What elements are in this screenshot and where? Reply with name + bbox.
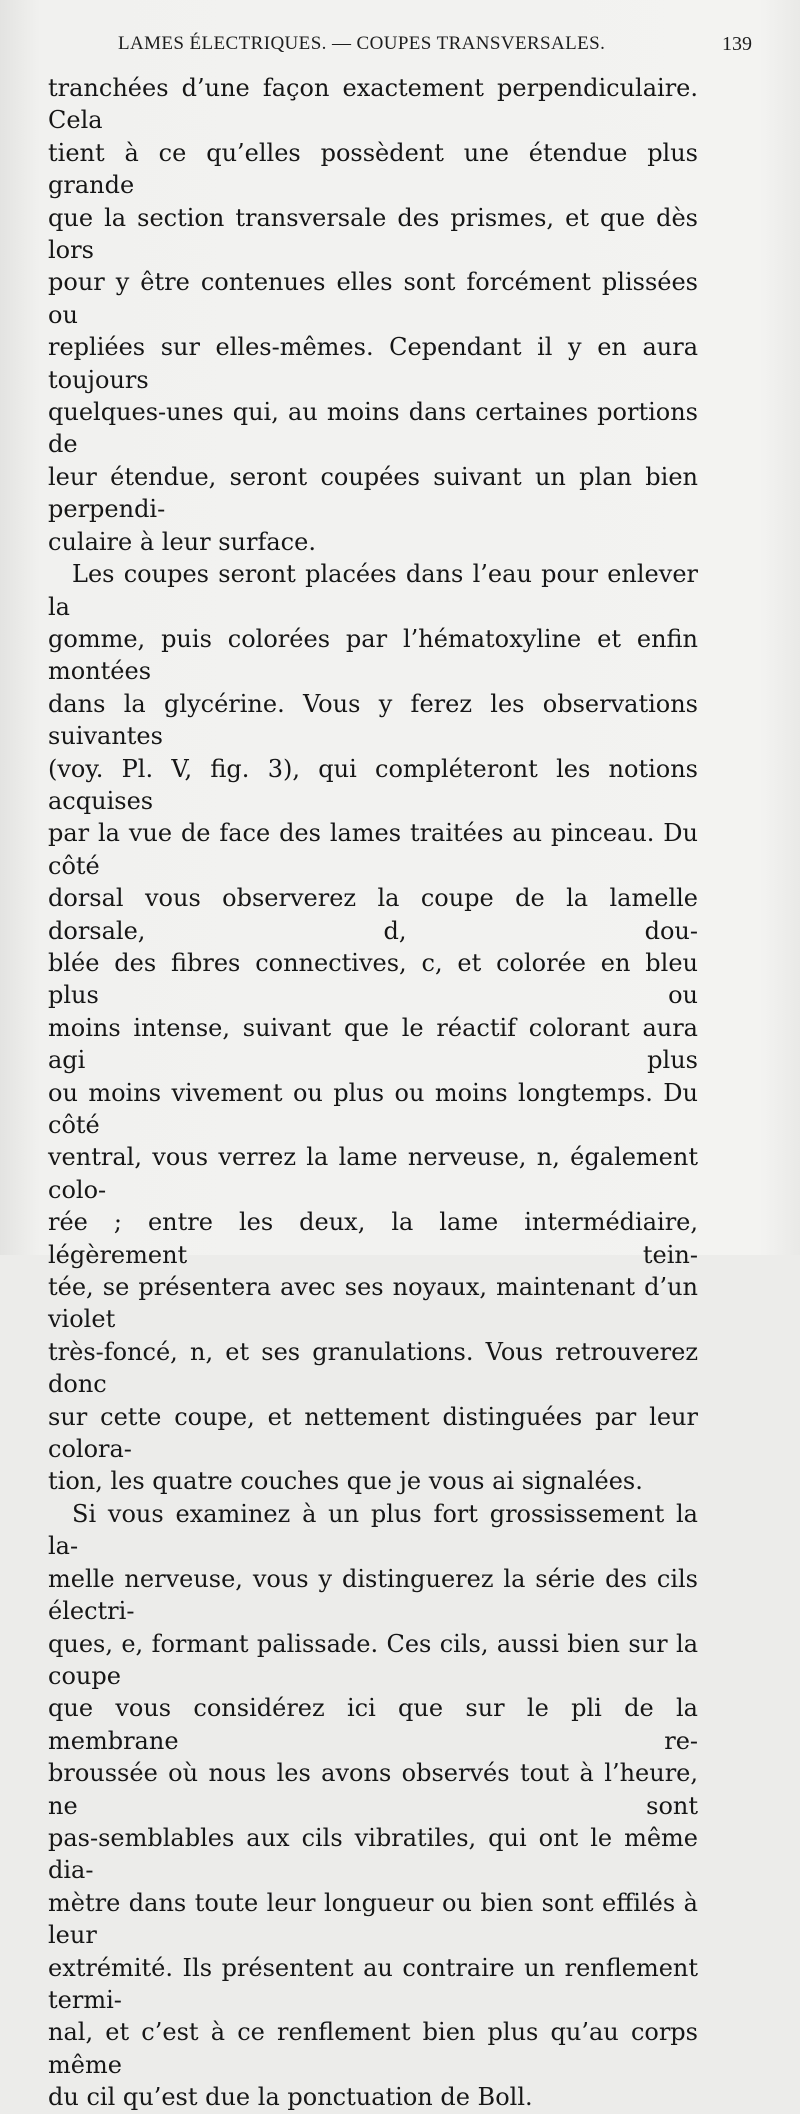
text-line: pour y être contenues elles sont forcément plissées ou bbox=[48, 268, 698, 329]
paragraph-1 bbox=[48, 72, 698, 558]
text-line: nal, et c’est à ce renflement bien plus qu’au corps même bbox=[48, 2018, 698, 2079]
text-line: quelques-unes qui, au moins dans certaines portions de bbox=[48, 398, 698, 459]
text-line: très-foncé, n, et ses granulations. Vous retrouverez donc bbox=[48, 1337, 698, 1399]
text-line: dans la glycérine. Vous y ferez les observations suivantes bbox=[48, 689, 698, 751]
text-line: tranchées d’une façon exactement perpendiculaire. Cela bbox=[48, 74, 698, 135]
text-line: mètre dans toute leur longueur ou bien sont effilés à leur bbox=[48, 1888, 698, 1950]
page-header bbox=[48, 33, 752, 61]
text-line: leur étendue, seront coupées suivant un plan bien perpendi- bbox=[48, 462, 698, 524]
text-line: extrémité. Ils présentent au contraire un renflement termi- bbox=[48, 1953, 698, 2014]
paragraph-2 bbox=[48, 558, 698, 1498]
text-line: tion, les quatre couches que je vous ai signalées. bbox=[48, 1467, 643, 1496]
text-line: gomme, puis colorées par l’hématoxyline et enfin montées bbox=[48, 624, 698, 686]
text-line: par la vue de face des lames traitées au pinceau. Du côté bbox=[48, 819, 698, 880]
text-line: ou moins vivement ou plus ou moins longtemps. Du côté bbox=[48, 1078, 698, 1139]
text-line: moins intense, suivant que le réactif colorant aura agi plus bbox=[48, 1013, 698, 1075]
body-text bbox=[48, 72, 698, 2114]
text-line: rée ; entre les deux, la lame intermédiaire, légèrement tein- bbox=[48, 1208, 698, 1269]
text-line: tée, se présentera avec ses noyaux, maintenant d’un violet bbox=[48, 1273, 698, 1334]
text-line: du cil qu’est due la ponctuation de Boll. bbox=[48, 2083, 533, 2112]
text-line: (voy. Pl. V, fig. 3), qui compléteront les notions acquises bbox=[48, 754, 698, 815]
text-line: repliées sur elles-mêmes. Cependant il y en aura toujours bbox=[48, 333, 698, 394]
page-number: 139 bbox=[722, 33, 752, 55]
text-line: pas-semblables aux cils vibratiles, qui ont le même dia- bbox=[48, 1823, 698, 1885]
text-line: Si vous examinez à un plus fort grossissement la la- bbox=[48, 1499, 698, 1561]
text-line: que la section transversale des prismes, et que dès lors bbox=[48, 203, 698, 265]
text-line: ques, e, formant palissade. Ces cils, aussi bien sur la coupe bbox=[48, 1629, 698, 1690]
text-line: ventral, vous verrez la lame nerveuse, n, également colo- bbox=[48, 1143, 698, 1204]
text-line: sur cette coupe, et nettement distinguées par leur colora- bbox=[48, 1402, 698, 1464]
text-line: melle nerveuse, vous y distinguerez la série des cils électri- bbox=[48, 1564, 698, 1626]
text-line: broussée où nous les avons observés tout à l’heure, ne sont bbox=[48, 1759, 698, 1820]
text-line: que vous considérez ici que sur le pli de la membrane re- bbox=[48, 1694, 698, 1755]
text-line: dorsal vous observerez la coupe de la lamelle dorsale, d, dou- bbox=[48, 884, 698, 945]
running-head: LAMES ÉLECTRIQUES. — COUPES TRANSVERSALES. bbox=[118, 33, 606, 54]
paragraph-3 bbox=[48, 1498, 698, 2114]
text-line: blée des fibres connectives, c, et colorée en bleu plus ou bbox=[48, 948, 698, 1010]
text-line: culaire à leur surface. bbox=[48, 527, 316, 556]
text-line: tient à ce qu’elles possèdent une étendue plus grande bbox=[48, 138, 698, 200]
text-line: Les coupes seront placées dans l’eau pour enlever la bbox=[48, 560, 698, 621]
